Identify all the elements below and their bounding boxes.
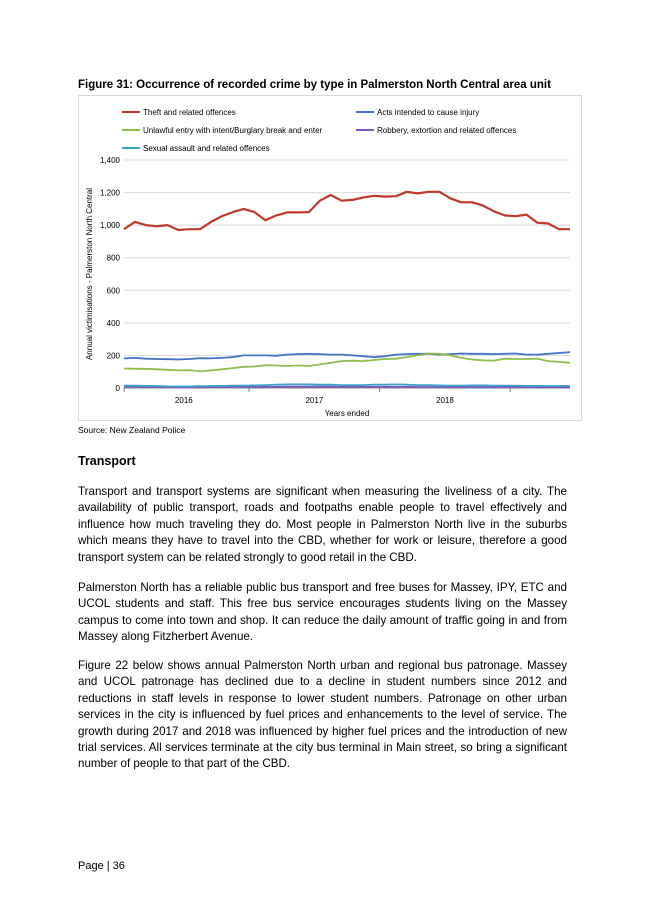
x-tick-label: 2016: [174, 396, 193, 405]
paragraph-3: Figure 22 below shows annual Palmerston North urban and regional bus patronage. Massey and UCOL patronage has declined due to a decline in student numbers since 2012 and reductions in staff levels in response to lower student numbers. Patronage on other urban services in the city is influenced by fuel prices and enhancements to the level of service. The growth during 2017 and 2018 was influenced by higher fuel prices and the introduction of new trial services. All services terminate at the city bus terminal in Main street, so bring a significant number of people to that part of the CBD.: [78, 659, 567, 771]
y-tick-label: 1,400: [99, 156, 120, 165]
x-tick-label: 2017: [305, 396, 324, 405]
legend-label: Theft and related offences: [143, 108, 236, 117]
series-line: [124, 354, 570, 372]
y-tick-label: 200: [106, 351, 120, 361]
legend-label: Unlawful entry with intent/Burglary break and enter: [143, 126, 323, 135]
legend-label: Acts intended to cause injury: [377, 108, 480, 117]
y-tick-label: 400: [106, 318, 120, 328]
section-heading: Transport: [78, 454, 136, 468]
paragraph-1: Transport and transport systems are significant when measuring the liveliness of a city. The availability of public transport, roads and footpaths enable people to travel effectively and influence how much traveling they do. Most people in Palmerston North live in the suburbs which means they have to travel into the CBD, whether for work or leisure, therefore a good transport system can be related strongly to good retail in the CBD.: [78, 485, 567, 564]
y-tick-label: 800: [106, 253, 120, 263]
page-number: Page | 36: [78, 860, 125, 872]
legend-label: Sexual assault and related offences: [143, 144, 270, 153]
x-axis-label: Years ended: [324, 409, 370, 418]
figure-source: Source: New Zealand Police: [78, 425, 186, 435]
figure-title: Figure 31: Occurrence of recorded crime by type in Palmerston North Central area unit: [78, 79, 551, 91]
y-tick-label: 1,200: [99, 188, 120, 198]
chart-svg: [79, 96, 583, 422]
crime-chart: [78, 95, 582, 421]
y-tick-label: 600: [106, 286, 120, 296]
y-tick-label: 0: [115, 384, 120, 393]
y-axis-label: Annual victimisations - Palmerston North Central: [85, 187, 94, 361]
y-tick-label: 1,000: [99, 221, 120, 231]
series-line: [124, 192, 570, 230]
x-tick-label: 2018: [436, 396, 454, 405]
legend-label: Robbery, extortion and related offences: [377, 126, 517, 135]
paragraph-2: Palmerston North has a reliable public bus transport and free buses for Massey, IPY, ETC and UCOL students and staff. This free bus service encourages students living on the Massey campus to come into town and shop. It can reduce the daily amount of traffic going in and from Massey along Fitzherbert Avenue.: [78, 581, 567, 644]
